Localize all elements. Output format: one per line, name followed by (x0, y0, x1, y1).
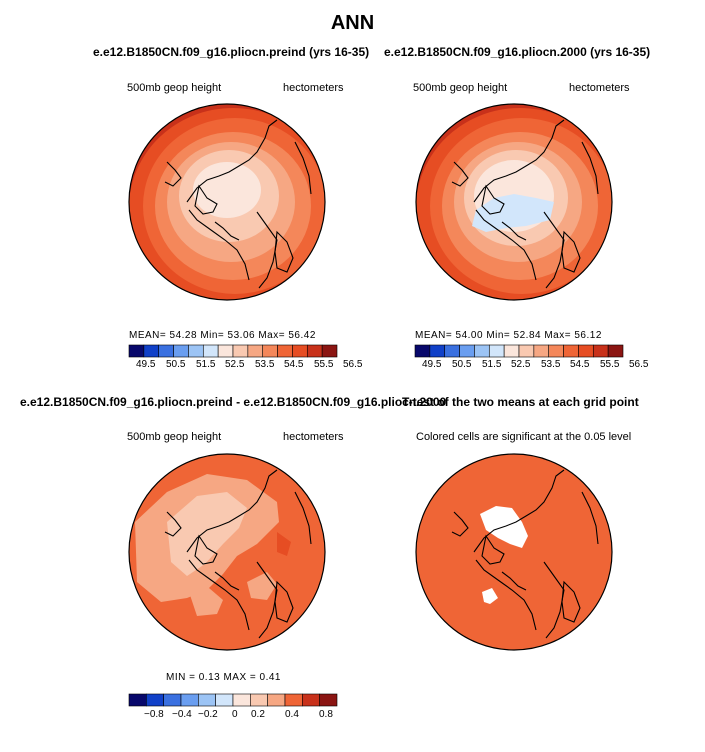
colorbar-swatch (129, 345, 144, 357)
panel2-tick-label: 49.5 (422, 359, 442, 370)
panel2-tick-label: 53.5 (541, 359, 561, 370)
colorbar-swatch (250, 694, 267, 706)
colorbar-swatch (181, 694, 198, 706)
panel2-tick-label: 52.5 (511, 359, 531, 370)
panel1-colorbar (129, 345, 337, 357)
panel3-tick-label: 0.4 (285, 709, 299, 720)
panel1-tick-label: 52.5 (225, 359, 245, 370)
colorbar-swatch (263, 345, 278, 357)
panel1-variable-label: 500mb geop height (127, 82, 222, 94)
panel3-colorbar (129, 694, 337, 706)
colorbar-swatch (578, 345, 593, 357)
panel1-tick-label: 53.5 (255, 359, 275, 370)
panel1-title: e.e12.B1850CN.f09_g16.pliocn.preind (yrs 16-35) (93, 45, 370, 59)
colorbar-swatch (233, 345, 248, 357)
panel3-title: e.e12.B1850CN.f09_g16.pliocn.preind - e.e12.B1850CN.f09_g16.pliocn.2000 (20, 395, 447, 409)
colorbar-swatch (564, 345, 579, 357)
colorbar-swatch (474, 345, 489, 357)
panel1-tick-label: 50.5 (166, 359, 186, 370)
panel1-colorbar-labels (129, 359, 363, 371)
panel1-tick-label: 49.5 (136, 359, 156, 370)
panel3-tick-label: 0 (232, 709, 238, 720)
panel3-variable-label: 500mb geop height (127, 431, 222, 443)
colorbar-swatch (159, 345, 174, 357)
colorbar-swatch (268, 694, 285, 706)
colorbar-swatch (322, 345, 337, 357)
panel1-stats: MEAN= 54.28 Min= 53.06 Max= 56.42 (129, 330, 316, 341)
panel1-tick-label: 51.5 (196, 359, 216, 370)
panel2-colorbar-labels (415, 359, 649, 371)
panel2-stats: MEAN= 54.00 Min= 52.84 Max= 56.12 (415, 330, 602, 341)
colorbar-swatch (302, 694, 319, 706)
colorbar-swatch (504, 345, 519, 357)
panel2-tick-label: 51.5 (482, 359, 502, 370)
panel3-tick-label: −0.4 (172, 709, 192, 720)
colorbar-swatch (285, 694, 302, 706)
colorbar-swatch (320, 694, 337, 706)
panel3-tick-label: 0.8 (319, 709, 333, 720)
panel1-tick-label: 56.5 (343, 359, 363, 370)
colorbar-swatch (144, 345, 159, 357)
panel2-tick-label: 50.5 (452, 359, 472, 370)
panel2-units-label: hectometers (569, 82, 630, 94)
colorbar-swatch (489, 345, 504, 357)
colorbar-swatch (203, 345, 218, 357)
panel2-tick-label: 56.5 (629, 359, 649, 370)
colorbar-swatch (146, 694, 163, 706)
panel4-polar-map (414, 452, 614, 652)
panel2-title: e.e12.B1850CN.f09_g16.pliocn.2000 (yrs 16-35) (384, 45, 651, 59)
panel1-tick-label: 55.5 (314, 359, 334, 370)
colorbar-swatch (216, 694, 233, 706)
panel3-polar-map (127, 452, 327, 652)
panel3-tick-label: −0.2 (198, 709, 218, 720)
colorbar-swatch (519, 345, 534, 357)
panel1-polar-map (127, 102, 327, 302)
panel3-tick-label: −0.8 (144, 709, 164, 720)
colorbar-swatch (549, 345, 564, 357)
colorbar-swatch (188, 345, 203, 357)
colorbar-swatch (534, 345, 549, 357)
colorbar-swatch (233, 694, 250, 706)
colorbar-swatch (248, 345, 263, 357)
panel2-polar-map (414, 102, 614, 302)
colorbar-swatch (460, 345, 475, 357)
colorbar-swatch (278, 345, 293, 357)
panel3-stats: MIN = 0.13 MAX = 0.41 (166, 672, 281, 683)
panel4-title: T-test of the two means at each grid point (402, 395, 639, 409)
colorbar-swatch (593, 345, 608, 357)
colorbar-swatch (174, 345, 189, 357)
colorbar-swatch (307, 345, 322, 357)
panel4-significant-area (414, 452, 614, 652)
colorbar-swatch (415, 345, 430, 357)
colorbar-swatch (430, 345, 445, 357)
colorbar-swatch (198, 694, 215, 706)
panel1-units-label: hectometers (283, 82, 344, 94)
panel3-colorbar-labels (129, 709, 337, 721)
panel2-tick-label: 55.5 (600, 359, 620, 370)
colorbar-swatch (218, 345, 233, 357)
panel2-tick-label: 54.5 (570, 359, 590, 370)
panel3-units-label: hectometers (283, 431, 344, 443)
panel4-significance-note: Colored cells are significant at the 0.05 level (416, 431, 632, 443)
colorbar-swatch (129, 694, 146, 706)
panel3-tick-label: 0.2 (251, 709, 265, 720)
colorbar-swatch (292, 345, 307, 357)
panel2-variable-label: 500mb geop height (413, 82, 508, 94)
figure-title: ANN (330, 12, 375, 34)
colorbar-swatch (445, 345, 460, 357)
panel1-tick-label: 54.5 (284, 359, 304, 370)
colorbar-swatch (164, 694, 181, 706)
colorbar-swatch (608, 345, 623, 357)
panel2-colorbar (415, 345, 623, 357)
